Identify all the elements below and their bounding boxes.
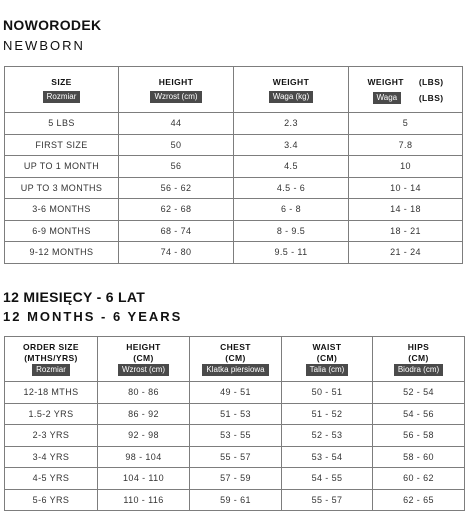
header-weight-label: WEIGHT — [272, 76, 310, 87]
cell-order-size: 2-3 YRS — [5, 425, 98, 447]
table-header-row — [5, 67, 463, 113]
cell-size: 5 LBS — [5, 113, 119, 135]
header-weight — [234, 67, 349, 113]
newborn-title-pl: NOWORODEK — [3, 17, 102, 33]
cell-hips: 56 - 58 — [373, 425, 465, 447]
table-row — [5, 177, 463, 199]
cell-chest: 57 - 59 — [190, 468, 282, 490]
table-row — [5, 446, 465, 468]
cell-weight-lbs: 10 - 14 — [349, 177, 463, 199]
cell-order-size: 12-18 MTHS — [5, 382, 98, 404]
cell-weight-lbs: 14 - 18 — [349, 199, 463, 221]
header-waist — [282, 337, 373, 382]
header-weight-lbs-chip: Waga — [373, 92, 402, 104]
header-size-label: SIZE — [51, 76, 72, 87]
header-size — [5, 67, 119, 113]
cell-weight-kg: 4.5 - 6 — [234, 177, 349, 199]
cell-height: 56 — [119, 156, 234, 178]
cell-height: 86 - 92 — [98, 403, 190, 425]
table-row — [5, 382, 465, 404]
cell-height: 98 - 104 — [98, 446, 190, 468]
cell-hips: 60 - 62 — [373, 468, 465, 490]
header-height-label: HEIGHT — [126, 342, 161, 352]
cell-chest: 51 - 53 — [190, 403, 282, 425]
cell-size: 6-9 MONTHS — [5, 220, 119, 242]
cell-height: 80 - 86 — [98, 382, 190, 404]
cell-waist: 55 - 57 — [282, 489, 373, 511]
table-row — [5, 134, 463, 156]
cell-size: FIRST SIZE — [5, 134, 119, 156]
cell-weight-lbs: 10 — [349, 156, 463, 178]
header-weight-lbs — [349, 67, 463, 113]
header-lbs-unit: (LBS) — [418, 76, 444, 87]
cell-size: 9-12 MONTHS — [5, 242, 119, 264]
kids-title-pl: 12 MIESIĘCY - 6 LAT — [3, 289, 146, 305]
cell-weight-kg: 6 - 8 — [234, 199, 349, 221]
cell-height: 110 - 116 — [98, 489, 190, 511]
newborn-title-en: NEWBORN — [3, 38, 85, 53]
cell-height: 56 - 62 — [119, 177, 234, 199]
header-waist-label: WAIST — [312, 342, 342, 352]
table-row — [5, 242, 463, 264]
cell-height: 74 - 80 — [119, 242, 234, 264]
cell-order-size: 3-4 YRS — [5, 446, 98, 468]
table-row — [5, 220, 463, 242]
header-chest-chip: Klatka piersiowa — [202, 364, 268, 376]
cell-height: 92 - 98 — [98, 425, 190, 447]
cell-height: 62 - 68 — [119, 199, 234, 221]
cell-weight-kg: 3.4 — [234, 134, 349, 156]
kids-size-table — [4, 336, 465, 511]
cell-height: 44 — [119, 113, 234, 135]
header-height-chip: Wzrost (cm) — [150, 91, 201, 103]
cell-weight-kg: 8 - 9.5 — [234, 220, 349, 242]
table-row — [5, 403, 465, 425]
cell-weight-kg: 4.5 — [234, 156, 349, 178]
header-chest-label: CHEST — [220, 342, 251, 352]
cell-waist: 53 - 54 — [282, 446, 373, 468]
cell-weight-lbs: 18 - 21 — [349, 220, 463, 242]
header-height — [119, 67, 234, 113]
cell-hips: 52 - 54 — [373, 382, 465, 404]
cell-chest: 53 - 55 — [190, 425, 282, 447]
cell-size: UP TO 1 MONTH — [5, 156, 119, 178]
cell-hips: 58 - 60 — [373, 446, 465, 468]
header-lbs-unit-2: (LBS) — [418, 92, 444, 103]
cell-waist: 52 - 53 — [282, 425, 373, 447]
header-order-size — [5, 337, 98, 382]
header-hips-unit: (CM) — [408, 353, 429, 363]
header-waist-unit: (CM) — [316, 353, 338, 363]
cell-waist: 50 - 51 — [282, 382, 373, 404]
cell-waist: 54 - 55 — [282, 468, 373, 490]
cell-weight-kg: 9.5 - 11 — [234, 242, 349, 264]
cell-chest: 49 - 51 — [190, 382, 282, 404]
table-row — [5, 468, 465, 490]
cell-hips: 54 - 56 — [373, 403, 465, 425]
header-waist-chip: Talia (cm) — [306, 364, 349, 376]
table-header-row — [5, 337, 465, 382]
header-order-size-label: ORDER SIZE — [23, 342, 79, 352]
header-hips — [373, 337, 465, 382]
header-hips-chip: Biodra (cm) — [394, 364, 443, 376]
header-order-size-chip: Rozmiar — [32, 364, 70, 376]
header-order-size-unit: (MTHS/YRS) — [24, 353, 78, 363]
cell-waist: 51 - 52 — [282, 403, 373, 425]
header-size-chip: Rozmiar — [43, 91, 81, 103]
cell-height: 104 - 110 — [98, 468, 190, 490]
header-chest-unit: (CM) — [225, 353, 246, 363]
cell-weight-lbs: 7.8 — [349, 134, 463, 156]
cell-order-size: 1.5-2 YRS — [5, 403, 98, 425]
cell-height: 50 — [119, 134, 234, 156]
cell-size: 3-6 MONTHS — [5, 199, 119, 221]
cell-weight-lbs: 21 - 24 — [349, 242, 463, 264]
cell-weight-kg: 2.3 — [234, 113, 349, 135]
kids-title-en: 12 MONTHS - 6 YEARS — [3, 309, 183, 324]
header-hips-label: HIPS — [407, 342, 430, 352]
table-row — [5, 489, 465, 511]
cell-chest: 55 - 57 — [190, 446, 282, 468]
cell-size: UP TO 3 MONTHS — [5, 177, 119, 199]
cell-order-size: 5-6 YRS — [5, 489, 98, 511]
table-row — [5, 425, 465, 447]
header-weight-lbs-label: WEIGHT — [367, 76, 404, 87]
header-chest — [190, 337, 282, 382]
cell-weight-lbs: 5 — [349, 113, 463, 135]
header-height-chip: Wzrost (cm) — [118, 364, 169, 376]
cell-chest: 59 - 61 — [190, 489, 282, 511]
table-row — [5, 156, 463, 178]
cell-hips: 62 - 65 — [373, 489, 465, 511]
newborn-size-table — [4, 66, 463, 264]
cell-height: 68 - 74 — [119, 220, 234, 242]
header-height-label: HEIGHT — [158, 76, 194, 87]
header-height — [98, 337, 190, 382]
table-row — [5, 199, 463, 221]
header-weight-chip: Waga (kg) — [269, 91, 314, 103]
table-row — [5, 113, 463, 135]
cell-order-size: 4-5 YRS — [5, 468, 98, 490]
header-height-unit: (CM) — [133, 353, 154, 363]
